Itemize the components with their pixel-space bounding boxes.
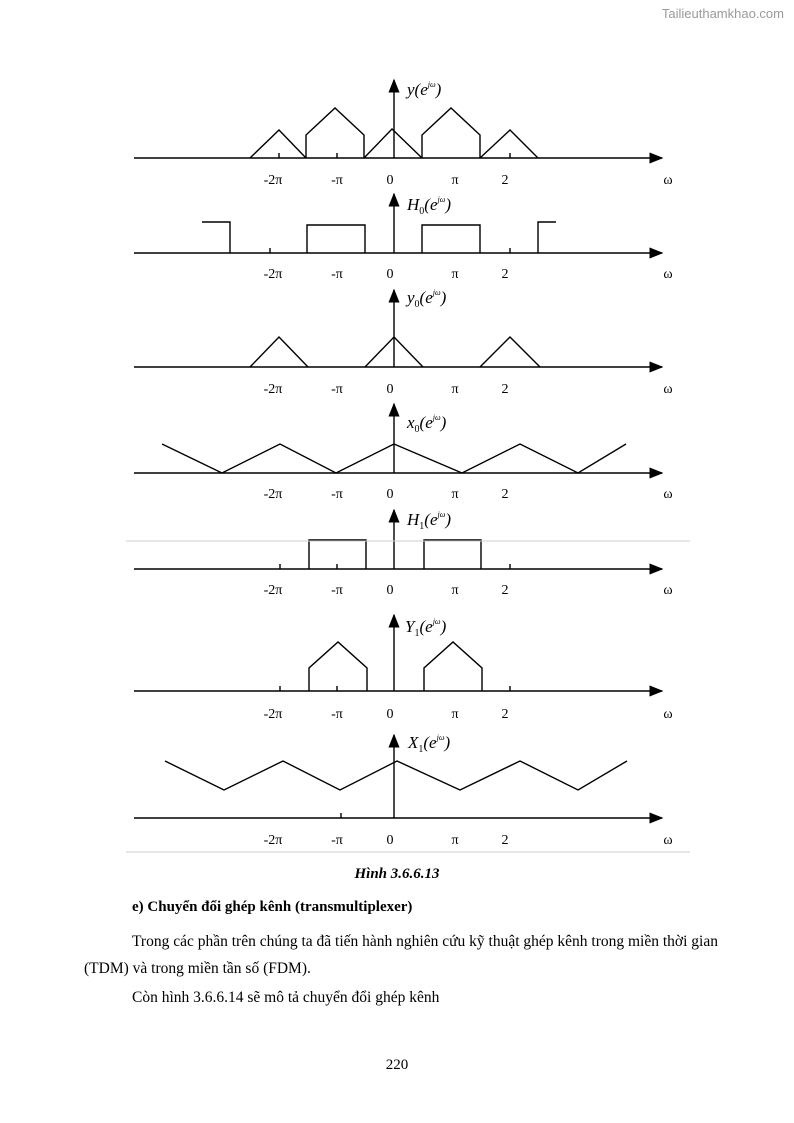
tick-label: π (451, 267, 459, 282)
tick-label: 0 (386, 487, 394, 502)
spectrum-shape-2 (424, 642, 482, 691)
spectrum-shape-4 (422, 108, 480, 158)
spectrum-shape-1 (309, 642, 367, 691)
spectrum-panel-6 (134, 615, 662, 691)
tick-label: -2π (263, 833, 283, 848)
spectrum-shape-4 (538, 222, 556, 253)
paragraph-2: Còn hình 3.6.6.14 sẽ mô tả chuyển đổi ghép kênh (132, 989, 440, 1006)
spectrum-shape-3 (364, 129, 422, 158)
panel-label: $y(e^{j\omega})$ (407, 80, 442, 99)
omega-label: ω (663, 173, 673, 188)
spectrum-panel-1 (134, 80, 662, 158)
tick-label: -π (331, 267, 343, 282)
tick-label: 0 (386, 583, 394, 598)
tick-label: -π (331, 382, 343, 397)
panel-label: $Y_1(e^{j\omega})$ (405, 617, 447, 639)
spectrum-panel-3 (134, 290, 662, 367)
tick-label: -2π (263, 267, 283, 282)
spectrum-panel-7 (134, 735, 662, 818)
tick-label: -π (331, 487, 343, 502)
spectrum-shape-1 (250, 337, 308, 367)
spectrum-shape-1 (250, 130, 306, 158)
tick-label: 0 (386, 707, 394, 722)
tick-label: -2π (263, 583, 283, 598)
figure-caption: Hình 3.6.6.13 (354, 866, 440, 882)
tick-label: 0 (386, 173, 394, 188)
tick-label: π (451, 173, 459, 188)
omega-label: ω (663, 833, 673, 848)
panel-label: $H_1(e^{j\omega})$ (407, 510, 452, 532)
spectrum-panel-2 (134, 194, 662, 253)
tick-label: 0 (386, 833, 394, 848)
panel-label: $x_0(e^{j\omega})$ (407, 413, 447, 435)
tick-label: -π (331, 707, 343, 722)
tick-label: -2π (263, 487, 283, 502)
tick-label: -π (331, 583, 343, 598)
tick-label: π (451, 487, 459, 502)
panel-label: $y_0(e^{j\omega})$ (407, 288, 447, 310)
tick-label: 0 (386, 382, 394, 397)
tick-label: 2 (501, 267, 509, 282)
tick-label: 2 (501, 382, 509, 397)
page-number: 220 (385, 1057, 409, 1073)
omega-label: ω (663, 382, 673, 397)
tick-label: -2π (263, 707, 283, 722)
tick-label: π (451, 583, 459, 598)
paragraph-1: Trong các phần trên chúng ta đã tiến hành nghiên cứu kỹ thuật ghép kênh trong miền thời gian (TDM) và trong miền tần số (FDM). (84, 933, 718, 977)
omega-label: ω (663, 583, 673, 598)
spectrum-shape-5 (480, 130, 538, 158)
watermark: Tailieuthamkhao.com (661, 6, 784, 21)
omega-label: ω (663, 267, 673, 282)
tick-label: 2 (501, 833, 509, 848)
spectrum-shape-1 (165, 761, 627, 790)
tick-label: -2π (263, 382, 283, 397)
spectrum-shape-3 (480, 337, 540, 367)
spectrum-shape-1 (202, 222, 230, 253)
tick-label: 2 (501, 173, 509, 188)
tick-label: π (451, 707, 459, 722)
tick-label: 2 (501, 707, 509, 722)
tick-label: 2 (501, 487, 509, 502)
tick-label: 2 (501, 583, 509, 598)
spectrum-shape-2 (424, 540, 481, 569)
omega-label: ω (663, 707, 673, 722)
tick-label: 0 (386, 267, 394, 282)
panel-label: $H_0(e^{j\omega})$ (407, 195, 452, 217)
spectrum-panel-4 (134, 404, 662, 473)
spectrum-shape-2 (307, 225, 365, 253)
tick-label: π (451, 382, 459, 397)
spectrum-shape-3 (422, 225, 480, 253)
spectrum-panel-5 (134, 510, 662, 569)
tick-label: -2π (263, 173, 283, 188)
tick-label: -π (331, 833, 343, 848)
tick-label: π (451, 833, 459, 848)
omega-label: ω (663, 487, 673, 502)
panel-label: $X_1(e^{j\omega})$ (408, 733, 451, 755)
tick-label: -π (331, 173, 343, 188)
section-heading: e) Chuyển đổi ghép kênh (transmultiplexer) (132, 899, 413, 915)
spectrum-shape-2 (306, 108, 364, 158)
